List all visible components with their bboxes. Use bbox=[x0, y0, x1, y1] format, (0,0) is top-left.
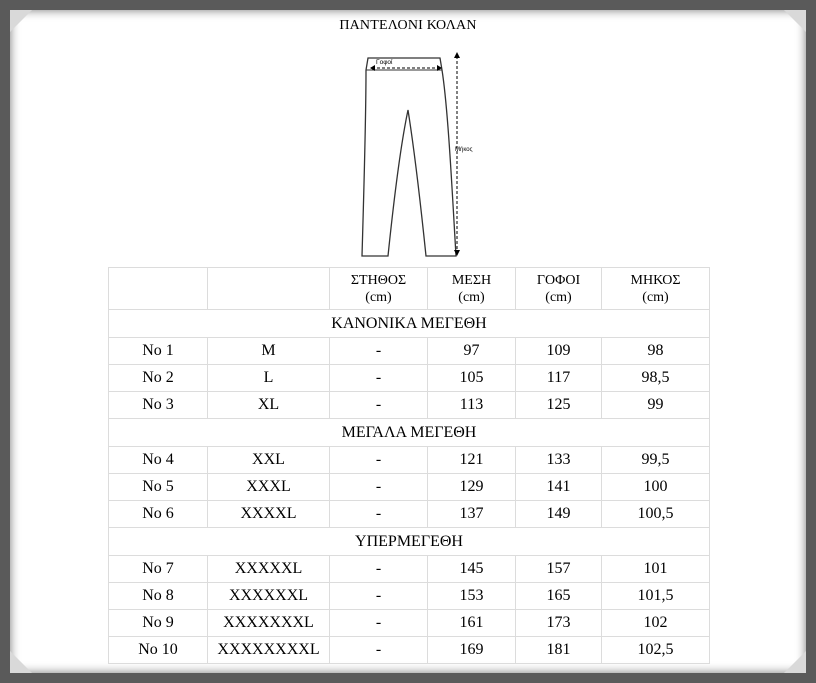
section-header-row bbox=[109, 310, 710, 338]
length-arrow-bottom bbox=[454, 250, 460, 256]
table-cell: 149 bbox=[516, 501, 602, 528]
table-cell: XXXXXL bbox=[208, 556, 330, 583]
table-cell: 101,5 bbox=[602, 583, 710, 610]
table-cell: XXXXXXXXL bbox=[208, 637, 330, 664]
table-cell: No 8 bbox=[109, 583, 208, 610]
table-cell: 105 bbox=[428, 365, 516, 392]
table-cell: 161 bbox=[428, 610, 516, 637]
table-cell: No 4 bbox=[109, 447, 208, 474]
table-cell: XXL bbox=[208, 447, 330, 474]
table-cell: 99,5 bbox=[602, 447, 710, 474]
table-cell: - bbox=[330, 556, 428, 583]
table-cell: 109 bbox=[516, 338, 602, 365]
size-chart-table bbox=[108, 267, 710, 664]
table-row bbox=[109, 338, 710, 365]
table-cell: 165 bbox=[516, 583, 602, 610]
table-cell: 98,5 bbox=[602, 365, 710, 392]
table-cell: No 1 bbox=[109, 338, 208, 365]
column-header: ΜΗΚΟΣ (cm) bbox=[602, 268, 710, 310]
table-cell: XXXXL bbox=[208, 501, 330, 528]
table-cell: No 5 bbox=[109, 474, 208, 501]
column-header: ΜΕΣΗ (cm) bbox=[428, 268, 516, 310]
leggings-diagram bbox=[360, 48, 473, 260]
table-cell: 117 bbox=[516, 365, 602, 392]
table-cell: - bbox=[330, 501, 428, 528]
section-header-row bbox=[109, 419, 710, 447]
table-row bbox=[109, 556, 710, 583]
table-cell: 102,5 bbox=[602, 637, 710, 664]
table-cell: - bbox=[330, 474, 428, 501]
table-cell: XXXXXXXL bbox=[208, 610, 330, 637]
table-row bbox=[109, 392, 710, 419]
hips-label: Γοφοί bbox=[376, 59, 393, 66]
section-label: ΜΕΓΑΛΑ ΜΕΓΕΘΗ bbox=[109, 419, 710, 447]
table-cell: 181 bbox=[516, 637, 602, 664]
table-cell: L bbox=[208, 365, 330, 392]
table-cell: 100 bbox=[602, 474, 710, 501]
table-row bbox=[109, 447, 710, 474]
table-row bbox=[109, 501, 710, 528]
table-header-row bbox=[109, 268, 710, 310]
table-cell: 102 bbox=[602, 610, 710, 637]
table-cell: - bbox=[330, 365, 428, 392]
section-label: ΚΑΝΟΝΙΚΑ ΜΕΓΕΘΗ bbox=[109, 310, 710, 338]
table-cell: No 3 bbox=[109, 392, 208, 419]
table-cell: - bbox=[330, 583, 428, 610]
table-cell: No 7 bbox=[109, 556, 208, 583]
length-label: Μήκος bbox=[455, 147, 473, 153]
column-header: ΣΤΗΘΟΣ (cm) bbox=[330, 268, 428, 310]
table-cell: XL bbox=[208, 392, 330, 419]
table-cell: 121 bbox=[428, 447, 516, 474]
table-cell: 101 bbox=[602, 556, 710, 583]
column-header bbox=[109, 268, 208, 310]
table-cell: M bbox=[208, 338, 330, 365]
table-cell: - bbox=[330, 338, 428, 365]
table-row bbox=[109, 583, 710, 610]
column-header: ΓΟΦΟΙ (cm) bbox=[516, 268, 602, 310]
section-header-row bbox=[109, 528, 710, 556]
page-title: ΠΑΝΤΕΛΟΝΙ ΚΟΛΑΝ bbox=[339, 18, 477, 33]
table-cell: No 6 bbox=[109, 501, 208, 528]
leggings-outline bbox=[362, 58, 456, 256]
table-cell: 169 bbox=[428, 637, 516, 664]
table-cell: 133 bbox=[516, 447, 602, 474]
length-arrow-top bbox=[454, 52, 460, 58]
table-cell: - bbox=[330, 610, 428, 637]
table-cell: 173 bbox=[516, 610, 602, 637]
table-cell: 157 bbox=[516, 556, 602, 583]
table-row bbox=[109, 474, 710, 501]
table-cell: 145 bbox=[428, 556, 516, 583]
table-cell: 98 bbox=[602, 338, 710, 365]
table-cell: 129 bbox=[428, 474, 516, 501]
table-cell: XXXL bbox=[208, 474, 330, 501]
section-label: ΥΠΕΡΜΕΓΕΘΗ bbox=[109, 528, 710, 556]
frame-corner bbox=[10, 651, 32, 673]
table-cell: 125 bbox=[516, 392, 602, 419]
table-cell: 100,5 bbox=[602, 501, 710, 528]
table-cell: No 9 bbox=[109, 610, 208, 637]
table-cell: 141 bbox=[516, 474, 602, 501]
table-cell: No 2 bbox=[109, 365, 208, 392]
table-cell: XXXXXXL bbox=[208, 583, 330, 610]
table-cell: No 10 bbox=[109, 637, 208, 664]
frame-corner bbox=[784, 651, 806, 673]
table-cell: - bbox=[330, 637, 428, 664]
table-cell: 137 bbox=[428, 501, 516, 528]
table-row bbox=[109, 365, 710, 392]
table-cell: 113 bbox=[428, 392, 516, 419]
column-header bbox=[208, 268, 330, 310]
table-cell: 153 bbox=[428, 583, 516, 610]
table-row bbox=[109, 610, 710, 637]
table-cell: - bbox=[330, 392, 428, 419]
table-cell: - bbox=[330, 447, 428, 474]
table-cell: 99 bbox=[602, 392, 710, 419]
table-row bbox=[109, 637, 710, 664]
table-cell: 97 bbox=[428, 338, 516, 365]
